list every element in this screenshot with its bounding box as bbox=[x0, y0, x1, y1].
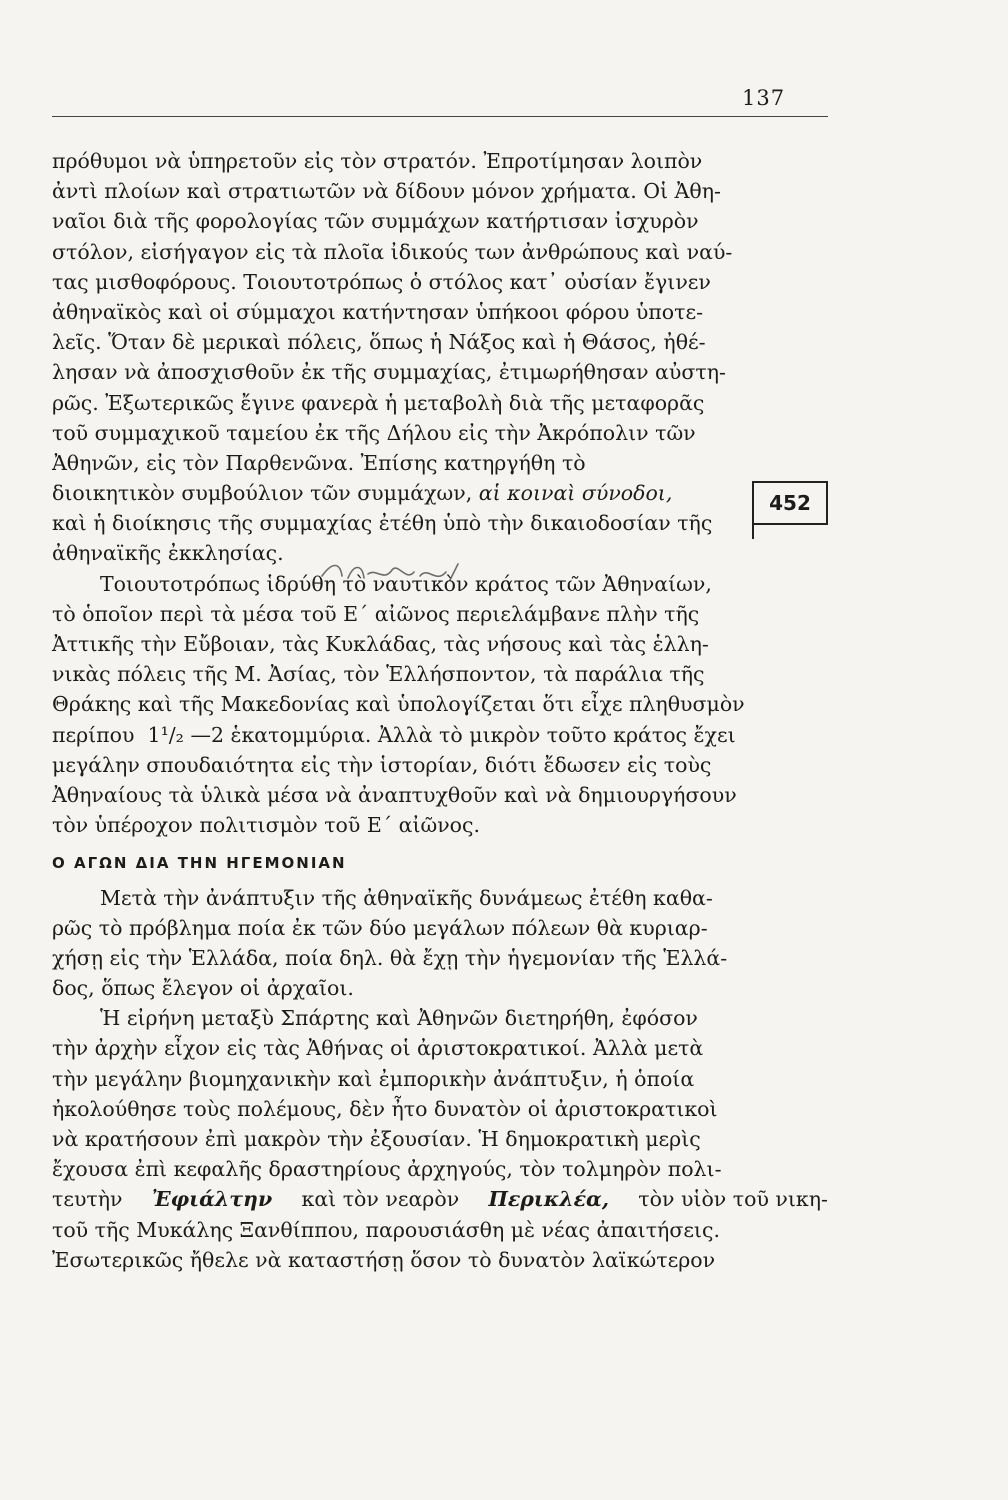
text-line: μεγάλην σπουδαιότητα εἰς τὴν ἱστορίαν, διότι ἔδωσεν εἰς τοὺς bbox=[52, 752, 712, 777]
text-line: ἀντὶ πλοίων καὶ στρατιωτῶν νὰ δίδουν μόνον χρήματα. Οἱ Ἀθη- bbox=[52, 179, 721, 204]
text-line: δος, ὅπως ἔλεγον οἱ ἀρχαῖοι. bbox=[52, 976, 354, 1001]
body-text bbox=[52, 146, 828, 1275]
text-line: καὶ ἡ διοίκησις τῆς συμμαχίας ἐτέθη ὑπὸ τὴν δικαιοδοσίαν τῆς bbox=[52, 511, 713, 536]
text-line: Μετὰ τὴν ἀνάπτυξιν τῆς ἀθηναϊκῆς δυνάμεως ἐτέθη καθα- bbox=[100, 885, 713, 910]
text-line: ρῶς. Ἐξωτερικῶς ἔγινε φανερὰ ἡ μεταβολὴ διὰ τῆς μεταφορᾶς bbox=[52, 390, 705, 415]
text-line: νὰ κρατήσουν ἐπὶ μακρὸν τὴν ἐξουσίαν. Ἡ δημοκρατικὴ μερὶς bbox=[52, 1127, 701, 1151]
text-line: Τοιουτοτρόπως ἱδρύθη τὸ ναυτικὸν κράτος τῶν Ἀθηναίων, bbox=[100, 571, 712, 596]
text-line: νικὰς πόλεις τῆς Μ. Ἀσίας, τὸν Ἑλλήσποντον, τὰ παράλια τῆς bbox=[52, 662, 705, 687]
text-line: ναῖοι διὰ τῆς φορολογίας τῶν συμμάχων κατήρτισαν ἰσχυρὸν bbox=[52, 209, 699, 234]
text-line: τὸν ὑπέροχον πολιτισμὸν τοῦ Ε΄ αἰῶνος. bbox=[52, 813, 481, 838]
text-line: ρῶς τὸ πρόβλημα ποία ἐκ τῶν δύο μεγάλων πόλεων θὰ κυριαρ- bbox=[52, 915, 708, 940]
text-line: λησαν νὰ ἀποσχισθοῦν ἐκ τῆς συμμαχίας, ἐτιμωρήθησαν αὐστη- bbox=[52, 360, 726, 385]
text-line: τοῦ συμμαχικοῦ ταμείου ἐκ τῆς Δήλου εἰς τὴν Ἀκρόπολιν τῶν bbox=[52, 420, 696, 445]
text-line: Ἐσωτερικῶς ἤθελε νὰ καταστήσῃ ὅσον τὸ δυνατὸν λαϊκώτερον bbox=[52, 1247, 716, 1272]
text-line: πρόθυμοι νὰ ὑπηρετοῦν εἰς τὸν στρατόν. Ἐπροτίμησαν λοιπὸν bbox=[52, 149, 703, 173]
text-line: ἀθηναϊκῆς ἐκκλησίας. bbox=[52, 541, 284, 566]
margin-reference-number: 452 bbox=[769, 491, 811, 515]
text-line: τὴν ἀρχὴν εἶχον εἰς τὰς Ἀθήνας οἱ ἀριστοκρατικοί. Ἀλλὰ μετὰ bbox=[52, 1036, 704, 1061]
text-line: τοῦ τῆς Μυκάλης Ξανθίππου, παρουσιάσθη μὲ νέας ἀπαιτήσεις. bbox=[52, 1217, 720, 1242]
text-line: Ἡ εἰρήνη μεταξὺ Σπάρτης καὶ Ἀθηνῶν διετηρήθη, ἐφόσον bbox=[100, 1006, 698, 1031]
text-line: Ἀθηναίους τὰ ὑλικὰ μέσα νὰ ἀναπτυχθοῦν καὶ νὰ δημιουργήσουν bbox=[52, 782, 737, 807]
text-line: τευτὴν Ἐφιάλτην καὶ τὸν νεαρὸν Περικλέα, τὸν υἱὸν τοῦ νικη- bbox=[52, 1184, 828, 1214]
header-rule bbox=[52, 116, 828, 117]
text-line: ἔχουσα ἐπὶ κεφαλῆς δραστηρίους ἀρχηγούς, τὸν τολμηρὸν πολι- bbox=[52, 1157, 722, 1182]
text-line: στόλον, εἰσήγαγον εἰς τὰ πλοῖα ἰδικούς των ἀνθρώπους καὶ ναύ- bbox=[52, 239, 733, 264]
page-number: 137 bbox=[742, 86, 786, 110]
section-heading: Ο ΑΓΩΝ ΔΙΑ ΤΗΝ ΗΓΕΜΟΝΙΑΝ bbox=[52, 854, 347, 873]
text-line: τας μισθοφόρους. Τοιουτοτρόπως ὁ στόλος κατ᾿ οὐσίαν ἔγινεν bbox=[52, 269, 711, 294]
text-line: διοικητικὸν συμβούλιον τῶν συμμάχων, αἱ κοιναὶ σύνοδοι, bbox=[52, 478, 742, 508]
text-line: ἠκολούθησε τοὺς πολέμους, δὲν ἦτο δυνατὸν οἱ ἀριστοκρατικοὶ bbox=[52, 1096, 718, 1121]
name-pericles: Περικλέα, bbox=[488, 1187, 609, 1212]
text-line: ἀθηναϊκὸς καὶ οἱ σύμμαχοι κατήντησαν ὑπήκοοι φόρου ὑποτε- bbox=[52, 299, 704, 324]
text-line: λεῖς. Ὅταν δὲ μερικαὶ πόλεις, ὅπως ἡ Νάξος καὶ ἡ Θάσος, ἠθέ- bbox=[52, 330, 706, 355]
italic-term: αἱ κοιναὶ σύνοδοι, bbox=[478, 481, 673, 506]
name-ephialtes: Ἐφιάλτην bbox=[151, 1187, 273, 1212]
text-line: χήσῃ εἰς τὴν Ἑλλάδα, ποία δηλ. θὰ ἔχῃ τὴν ἡγεμονίαν τῆς Ἑλλά- bbox=[52, 945, 728, 970]
text-line: Θράκης καὶ τῆς Μακεδονίας καὶ ὑπολογίζεται ὅτι εἶχε πληθυσμὸν bbox=[52, 692, 745, 717]
text-line: τὸ ὁποῖον περὶ τὰ μέσα τοῦ Ε΄ αἰῶνος περιελάμβανε πλὴν τῆς bbox=[52, 601, 700, 626]
text-line: περίπου 1 ¹/₂ —2 ἑκατομμύρια. Ἀλλὰ τὸ μικρὸν τοῦτο κράτος ἔχει bbox=[52, 722, 736, 747]
text-line: Ἀττικῆς τὴν Εὔβοιαν, τὰς Κυκλάδας, τὰς νήσους καὶ τὰς ἑλλη- bbox=[52, 632, 709, 656]
text-line: τὴν μεγάλην βιομηχανικὴν καὶ ἐμπορικὴν ἀνάπτυξιν, ἡ ὁποία bbox=[52, 1066, 695, 1091]
text-line: Ἀθηνῶν, εἰς τὸν Παρθενῶνα. Ἐπίσης κατηργήθη τὸ bbox=[52, 450, 586, 475]
